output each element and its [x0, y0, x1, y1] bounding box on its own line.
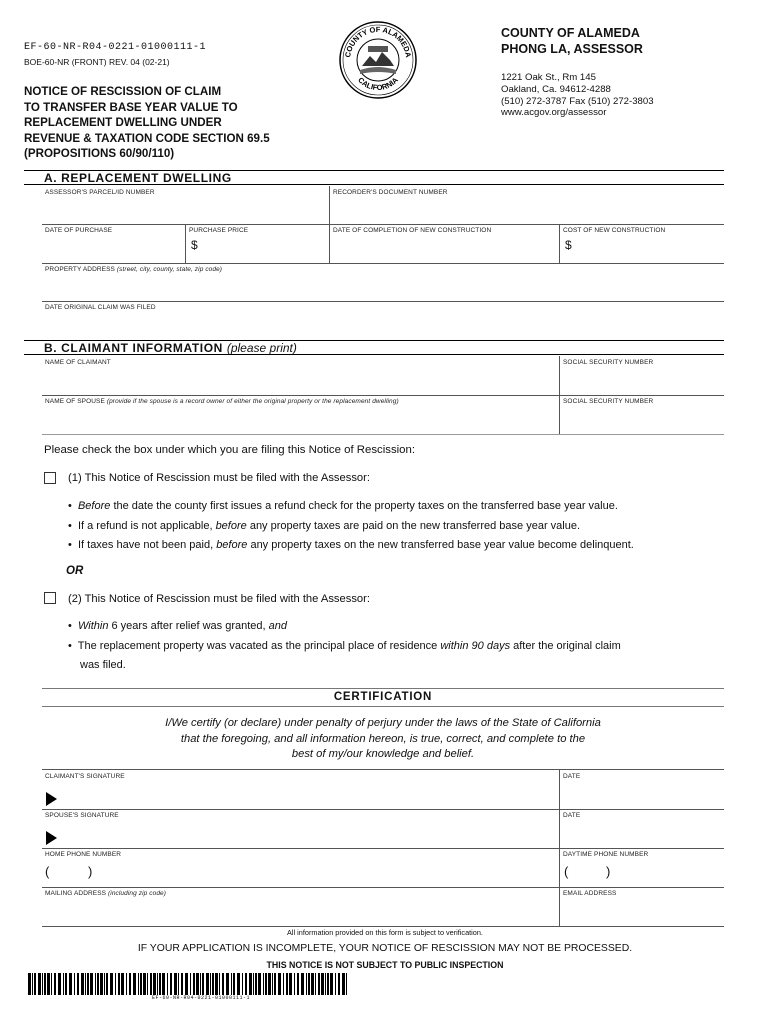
daytime-phone-label: DAYTIME PHONE NUMBER [563, 851, 649, 858]
property-address-label [42, 263, 724, 276]
area-code-open: ( [564, 864, 569, 879]
table-row [42, 395, 724, 434]
purchase-price-label: PURCHASE PRICE [189, 227, 249, 234]
barcode [28, 973, 350, 995]
option-2-label: (2) This Notice of Rescission must be filed with the Assessor: [68, 593, 370, 605]
spouse-date-field[interactable] [559, 809, 724, 848]
assessor-line: PHONG LA, ASSESSOR [501, 42, 643, 56]
area-code-open: ( [45, 864, 50, 879]
option-2-list [68, 617, 728, 676]
claimant-date-field[interactable] [559, 770, 724, 809]
mailing-address-label-text: MAILING ADDRESS [45, 890, 107, 897]
spouse-ssn-label: SOCIAL SECURITY NUMBER [563, 398, 654, 405]
website-link[interactable]: www.acgov.org/assessor [501, 107, 607, 119]
signature-grid [42, 769, 724, 926]
assessor-address [501, 72, 654, 119]
list-item: • If a refund is not applicable, before any property taxes are paid on the new transferred base year value. [68, 519, 581, 532]
section-a-title: A. REPLACEMENT DWELLING [44, 171, 232, 185]
claimant-signature-label: CLAIMANT'S SIGNATURE [45, 773, 125, 780]
table-row [42, 770, 724, 810]
emphasis-text: before [215, 519, 247, 532]
address-line: 1221 Oak St., Rm 145 [501, 72, 596, 83]
section-b-heading [24, 340, 724, 355]
area-code-close: ) [88, 864, 93, 879]
certification-statement [42, 716, 724, 763]
table-row [42, 356, 724, 396]
mailing-address-hint: (including zip code) [108, 890, 167, 897]
table-row [42, 848, 724, 888]
completion-date-field[interactable] [329, 224, 559, 263]
bullet-text: If taxes have not been paid, [77, 539, 217, 551]
spouse-signature-label: SPOUSE'S SIGNATURE [45, 812, 119, 819]
certification-line: best of my/our knowledge and belief. [291, 748, 475, 760]
parcel-number-label: ASSESSOR'S PARCEL/ID NUMBER [45, 189, 155, 196]
date-purchase-field[interactable] [42, 224, 185, 263]
claimant-name-label: NAME OF CLAIMANT [45, 359, 111, 366]
recorder-document-field[interactable] [329, 186, 724, 224]
certification-heading: CERTIFICATION [42, 688, 724, 707]
bullet-text: any property taxes on the new transferred base year value become delinquent. [247, 539, 634, 551]
public-inspection-note: THIS NOTICE IS NOT SUBJECT TO PUBLIC INSPECTION [266, 960, 504, 970]
bullet-text: after the original claim [510, 639, 621, 652]
section-a-grid [42, 186, 724, 321]
spouse-signature-field[interactable] [42, 809, 559, 848]
original-claim-date-field[interactable] [42, 301, 724, 321]
bullet-text: The replacement property was vacated as the principal place of residence [77, 639, 441, 652]
dollar-sign: $ [565, 238, 572, 252]
address-line: Oakland, Ca. 94612-4288 [501, 83, 611, 95]
signature-arrow-icon [46, 792, 57, 806]
parcel-number-field[interactable] [42, 186, 329, 224]
dollar-sign: $ [191, 238, 198, 252]
option-1-list [68, 497, 728, 556]
construction-cost-field[interactable] [559, 224, 724, 263]
list-item-continued: was filed. [80, 659, 126, 671]
county-name [501, 25, 643, 57]
property-address-label-text: PROPERTY ADDRESS [45, 266, 115, 273]
emphasis-text: and [268, 620, 287, 632]
county-seal [338, 20, 418, 100]
title-line: (PROPOSITIONS 60/90/110) [24, 147, 175, 160]
county-line: COUNTY OF ALAMEDA [501, 26, 640, 40]
bullet-text: 6 years after relief was granted, [108, 620, 269, 632]
mailing-address-label [42, 887, 559, 900]
table-row [42, 186, 724, 225]
svg-text:CALIFORNIA [356, 75, 400, 92]
recorder-document-label: RECORDER'S DOCUMENT NUMBER [333, 189, 448, 196]
option-2-checkbox[interactable] [44, 592, 56, 604]
form-revision: BOE-60-NR (FRONT) REV. 04 (02-21) [24, 57, 170, 67]
phone-line: (510) 272-3787 Fax (510) 272-3803 [501, 95, 654, 107]
filing-prompt: Please check the box under which you are filing this Notice of Rescission: [44, 444, 416, 456]
section-b-title: B. CLAIMANT INFORMATION [44, 341, 223, 355]
title-line: REVENUE & TAXATION CODE SECTION 69.5 [24, 131, 270, 145]
bullet-text: If a refund is not applicable, [77, 519, 216, 532]
email-address-label: EMAIL ADDRESS [563, 890, 617, 897]
home-phone-label: HOME PHONE NUMBER [45, 851, 122, 858]
section-b-hint: (please print) [226, 341, 297, 355]
claimant-date-label: DATE [563, 773, 581, 780]
title-line: REPLACEMENT DWELLING UNDER [24, 116, 222, 129]
spouse-name-field[interactable] [42, 395, 559, 434]
table-row [42, 887, 724, 927]
barcode-caption: EF-60-NR-R04-0221-01000111-1 [152, 995, 251, 1001]
signature-arrow-icon [46, 831, 57, 845]
property-address-hint: (street, city, county, state, zip code) [116, 266, 223, 273]
title-line: TO TRANSFER BASE YEAR VALUE TO [24, 100, 238, 114]
emphasis-text: Within [77, 620, 109, 632]
title-line: NOTICE OF RESCISSION OF CLAIM [24, 85, 222, 98]
seal-bottom-text: CALIFORNIA [356, 75, 400, 93]
construction-cost-label: COST OF NEW CONSTRUCTION [563, 227, 666, 234]
spouse-ssn-field[interactable] [559, 395, 724, 434]
claimant-ssn-label: SOCIAL SECURITY NUMBER [563, 359, 654, 366]
table-row [42, 224, 724, 264]
date-purchase-label: DATE OF PURCHASE [45, 227, 113, 234]
email-address-field[interactable] [559, 887, 724, 926]
section-b-grid [42, 356, 724, 434]
spouse-date-label: DATE [563, 812, 581, 819]
verification-note: All information provided on this form is subject to verification. [287, 928, 483, 937]
property-address-field[interactable] [42, 263, 724, 302]
emphasis-text: Before [77, 500, 111, 512]
section-divider [42, 434, 724, 435]
claimant-ssn-field[interactable] [559, 356, 724, 395]
list-item: • Before the date the county first issues a refund check for the property taxes on the transferred base year value. [68, 500, 618, 512]
incomplete-warning: IF YOUR APPLICATION IS INCOMPLETE, YOUR NOTICE OF RESCISSION MAY NOT BE PROCESSED. [137, 943, 633, 954]
purchase-price-field[interactable] [185, 224, 329, 263]
claimant-name-field[interactable] [42, 356, 559, 395]
emphasis-text: before [216, 539, 248, 551]
table-row [42, 809, 724, 849]
certification-line: that the foregoing, and all information hereon, is true, correct, and complete to the [180, 732, 586, 745]
list-item: • Within 6 years after relief was granted, and [68, 620, 287, 632]
option-1-checkbox[interactable] [44, 472, 56, 484]
spouse-name-label [42, 395, 559, 408]
spouse-name-label-text: NAME OF SPOUSE [45, 398, 105, 405]
form-code: EF-60-NR-R04-0221-01000111-1 [24, 42, 207, 53]
home-phone-field[interactable] [42, 848, 559, 887]
original-claim-date-label: DATE ORIGINAL CLAIM WAS FILED [45, 304, 156, 311]
option-1-label: (1) This Notice of Rescission must be filed with the Assessor: [68, 472, 370, 484]
list-item: • The replacement property was vacated as the principal place of residence within 90 days after the original claim [68, 639, 621, 652]
daytime-phone-field[interactable] [559, 848, 724, 887]
form-title [24, 84, 270, 162]
spouse-name-hint: (provide if the spouse is a record owner of either the original property or the replacement dwelling) [106, 398, 399, 405]
section-a-heading [24, 170, 724, 185]
emphasis-text: within 90 days [440, 639, 511, 652]
claimant-signature-field[interactable] [42, 770, 559, 809]
or-separator: OR [66, 565, 84, 577]
bullet-text: any property taxes are paid on the new transferred base year value. [246, 519, 581, 532]
area-code-close: ) [606, 864, 611, 879]
mailing-address-field[interactable] [42, 887, 559, 926]
bullet-text: the date the county first issues a refund check for the property taxes on the transferred base year value. [110, 500, 618, 512]
seal-top-text: COUNTY OF ALAMEDA [343, 24, 413, 59]
list-item: • If taxes have not been paid, before any property taxes on the new transferred base year value become delinquent. [68, 539, 634, 551]
completion-date-label: DATE OF COMPLETION OF NEW CONSTRUCTION [333, 227, 492, 234]
certification-line: I/We certify (or declare) under penalty of perjury under the laws of the State of California [165, 717, 601, 729]
